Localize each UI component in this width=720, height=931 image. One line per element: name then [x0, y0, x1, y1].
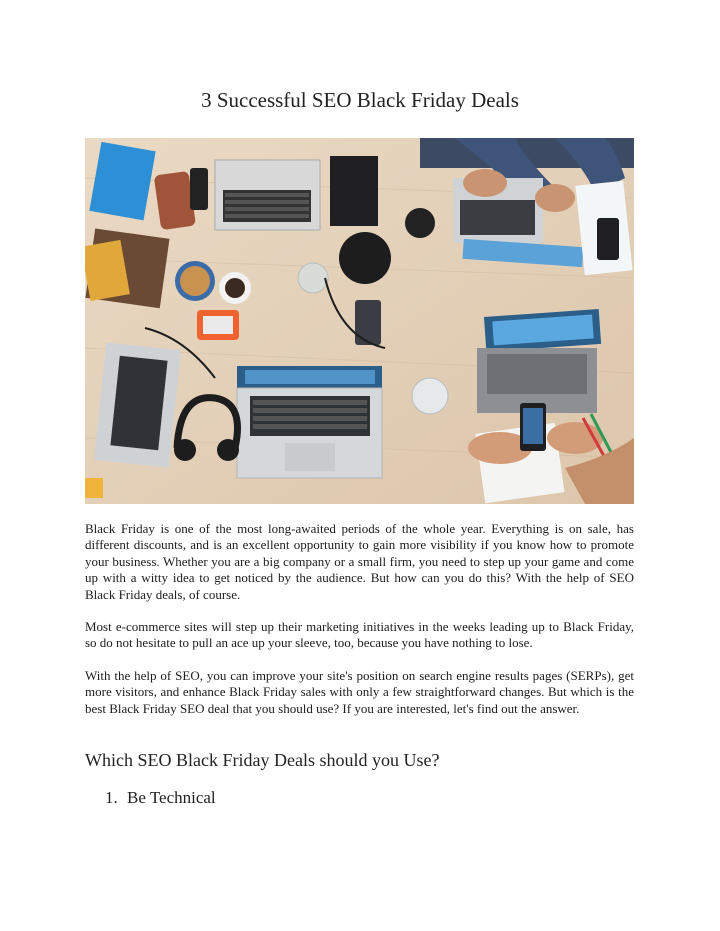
seo-paragraph: With the help of SEO, you can improve your site's position on search engine results pages (SERPs), get more visitors, and enhance Black Friday sales with only a few straightforward changes. But which is the best Black Friday SEO deal that you should use? If you are interested, let's find out the answer. [85, 668, 634, 716]
list-item [105, 787, 216, 809]
desk-photo [85, 138, 634, 504]
intro-paragraph: Black Friday is one of the most long-awaited periods of the whole year. Everything is on sale, has different discounts, and is an excellent opportunity to gain more visibility if you know how to promote your business. Whether you are a big company or a small firm, you need to step up your game and come up with a witty idea to get noticed by the audience. But how can you do this? With the help of SEO Black Friday deals, of course. [85, 521, 634, 602]
section-heading: Which SEO Black Friday Deals should you Use? [85, 750, 440, 770]
ecommerce-paragraph: Most e-commerce sites will step up their marketing initiatives in the weeks leading up to Black Friday, so do not hesitate to pull an ace up your sleeve, too, because you have nothing to lose. [85, 619, 634, 651]
deals-list [105, 787, 216, 809]
list-item-text: Be Technical [127, 788, 216, 807]
list-item-number: 1. [105, 788, 118, 807]
page-title: 3 Successful SEO Black Friday Deals [201, 88, 519, 112]
